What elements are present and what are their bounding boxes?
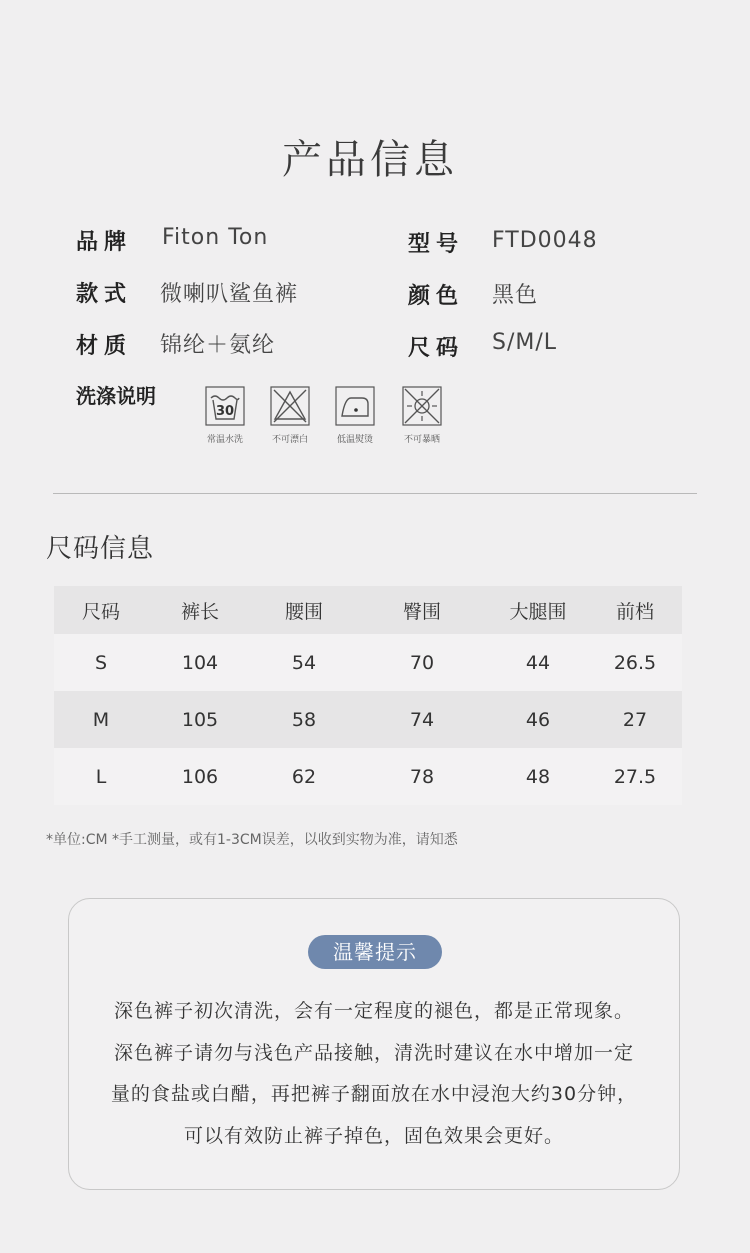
svg-text:30: 30	[215, 404, 235, 419]
col-header-rise: 前档	[588, 586, 682, 634]
wash-30-icon	[205, 386, 245, 426]
care-item-sun	[396, 386, 448, 445]
table-row	[54, 691, 682, 748]
no-bleach-icon	[270, 386, 310, 426]
tip-badge: 温馨提示	[308, 935, 442, 969]
model-value: FTD0048	[492, 228, 598, 253]
low-iron-icon	[335, 386, 375, 426]
measurement-note: *单位:CM *手工测量，或有1-3CM误差，以收到实物为准，请知悉	[46, 832, 458, 848]
section-divider	[53, 493, 697, 494]
table-cell: S	[54, 634, 148, 691]
table-cell: 54	[252, 634, 356, 691]
table-cell: 26.5	[588, 634, 682, 691]
table-cell: 106	[148, 748, 252, 805]
care-item-wash	[199, 386, 251, 445]
table-cell: 70	[356, 634, 488, 691]
col-header-thigh: 大腿围	[488, 586, 588, 634]
table-row	[54, 634, 682, 691]
care-item-bleach	[264, 386, 316, 445]
table-cell: 62	[252, 748, 356, 805]
care-label: 洗涤说明	[76, 384, 156, 408]
style-value: 微喇叭鲨鱼裤	[160, 282, 299, 307]
table-cell: 27.5	[588, 748, 682, 805]
col-header-waist: 腰围	[252, 586, 356, 634]
tip-line: 量的食盐或白醋，再把裤子翻面放在水中浸泡大约30分钟，	[110, 1083, 638, 1105]
tip-line: 深色裤子请勿与浅色产品接触，清洗时建议在水中增加一定	[113, 1042, 634, 1064]
material-label: 材质	[76, 334, 133, 359]
size-section-title: 尺码信息	[46, 534, 155, 564]
table-cell: 78	[356, 748, 488, 805]
table-header-row	[54, 586, 682, 634]
care-caption-bleach: 不可漂白	[271, 435, 308, 445]
table-cell: 44	[488, 634, 588, 691]
size-value: S/M/L	[492, 330, 558, 355]
care-caption-iron: 低温熨烫	[336, 435, 373, 445]
color-value: 黑色	[492, 283, 539, 308]
table-cell: 27	[588, 691, 682, 748]
table-cell: 105	[148, 691, 252, 748]
size-label: 尺码	[408, 336, 465, 361]
table-cell: M	[54, 691, 148, 748]
col-header-length: 裤长	[148, 586, 252, 634]
care-caption-wash: 常温水洗	[206, 435, 243, 445]
table-cell: 48	[488, 748, 588, 805]
brand-label: 品牌	[76, 230, 133, 255]
table-cell: 46	[488, 691, 588, 748]
size-table	[54, 586, 682, 805]
table-cell: 104	[148, 634, 252, 691]
page-title: 产品信息	[282, 137, 458, 183]
tip-line: 可以有效防止裤子掉色，固色效果会更好。	[183, 1125, 564, 1147]
color-label: 颜色	[408, 284, 465, 309]
tip-line: 深色裤子初次清洗，会有一定程度的褪色，都是正常现象。	[113, 1000, 634, 1022]
material-value: 锦纶＋氨纶	[160, 333, 276, 358]
care-caption-sun: 不可暴晒	[403, 435, 440, 445]
table-row	[54, 748, 682, 805]
no-sun-icon	[402, 386, 442, 426]
table-cell: 74	[356, 691, 488, 748]
care-item-iron	[329, 386, 381, 445]
brand-value: Fiton Ton	[162, 225, 269, 250]
style-label: 款式	[76, 282, 133, 307]
model-label: 型号	[408, 232, 465, 257]
col-header-hip: 臀围	[356, 586, 488, 634]
col-header-size: 尺码	[54, 586, 148, 634]
table-cell: 58	[252, 691, 356, 748]
table-cell: L	[54, 748, 148, 805]
